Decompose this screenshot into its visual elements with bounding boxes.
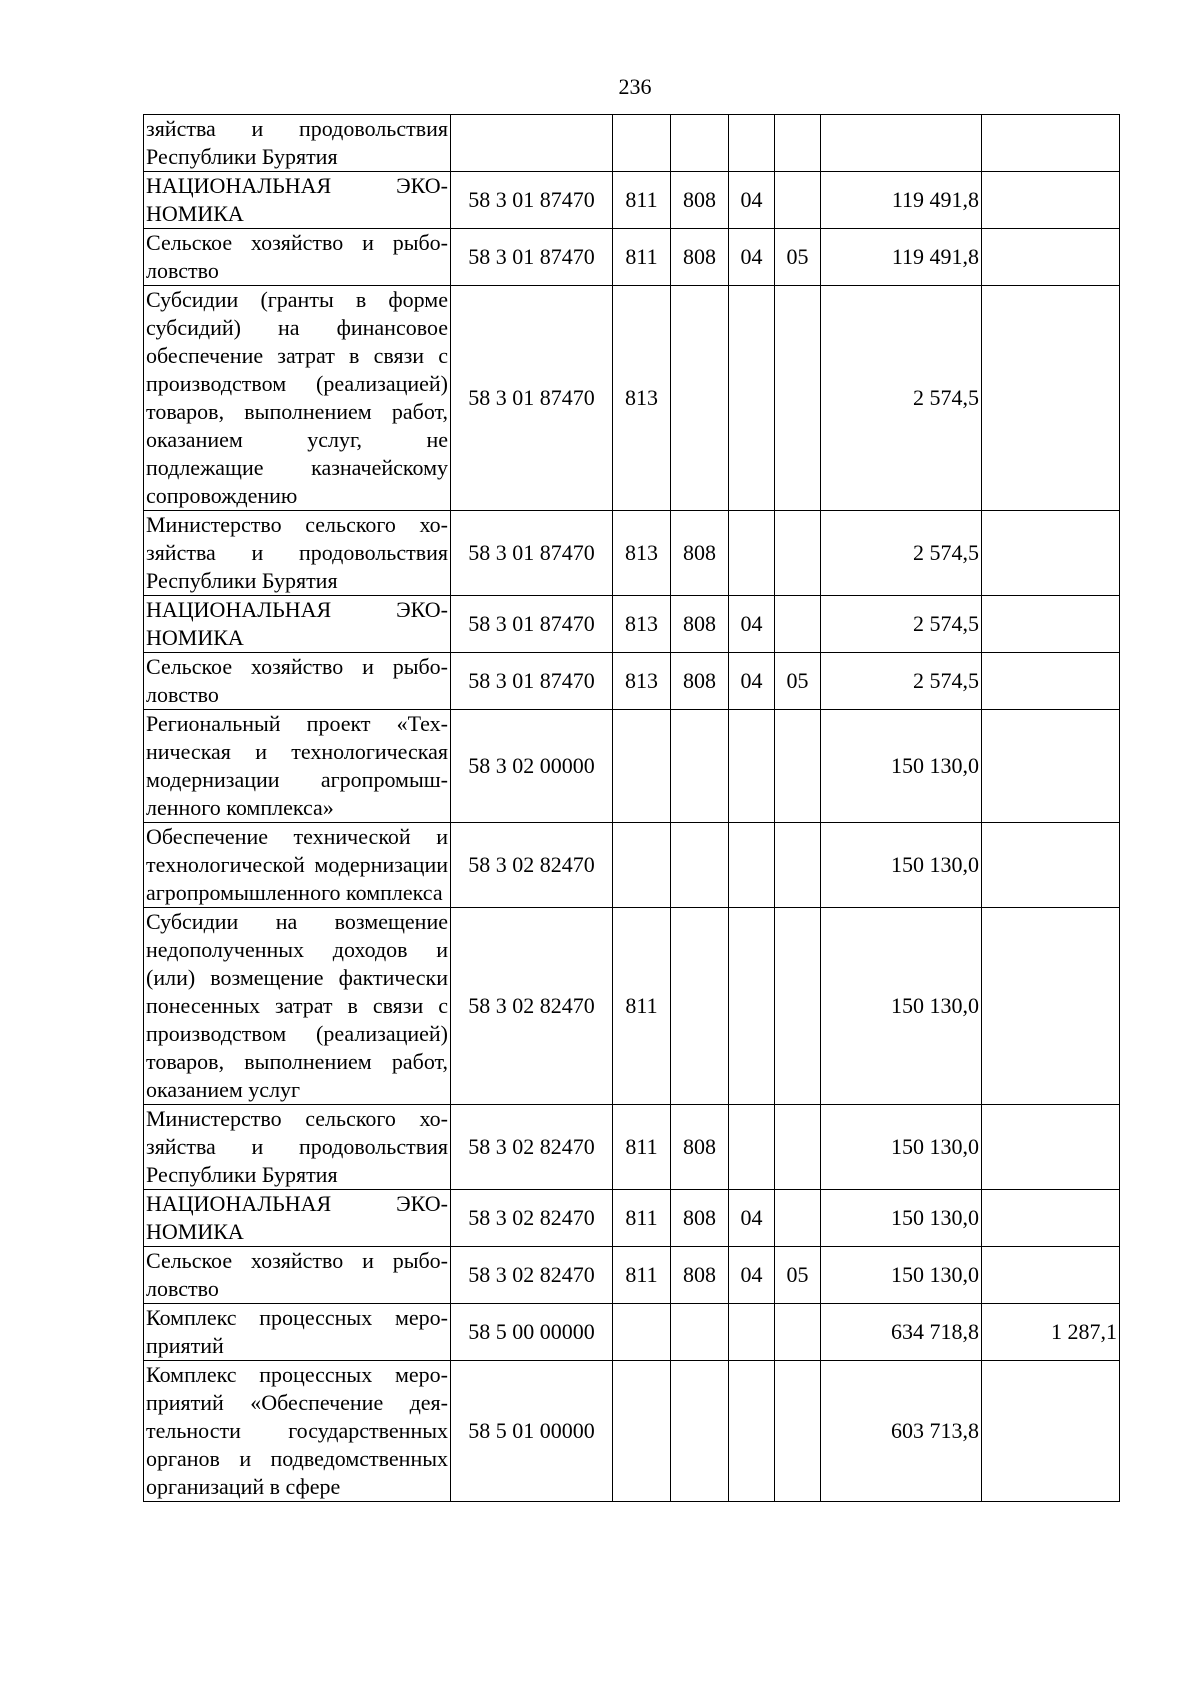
code-cell-2: 808 xyxy=(671,1247,729,1304)
amount-cell-2 xyxy=(982,823,1120,908)
table-row xyxy=(144,1304,1120,1361)
code-cell-3: 04 xyxy=(729,1247,775,1304)
code-cell-4: 05 xyxy=(775,1247,821,1304)
amount-cell-2 xyxy=(982,710,1120,823)
table-row xyxy=(144,172,1120,229)
item-name-cell: НАЦИОНАЛЬНАЯ ЭКОНОМИКА xyxy=(144,172,451,229)
code-cell-4 xyxy=(775,511,821,596)
target-article-code-cell: 58 3 01 87470 xyxy=(451,596,613,653)
amount-cell: 150 130,0 xyxy=(821,823,982,908)
amount-cell-2 xyxy=(982,596,1120,653)
code-cell-3 xyxy=(729,908,775,1105)
table-row xyxy=(144,1361,1120,1502)
code-cell-1: 813 xyxy=(613,511,671,596)
target-article-code-cell: 58 5 01 00000 xyxy=(451,1361,613,1502)
amount-cell: 2 574,5 xyxy=(821,653,982,710)
code-cell-4 xyxy=(775,1105,821,1190)
code-cell-4 xyxy=(775,286,821,511)
target-article-code-cell: 58 3 02 82470 xyxy=(451,908,613,1105)
amount-cell: 2 574,5 xyxy=(821,511,982,596)
amount-cell: 634 718,8 xyxy=(821,1304,982,1361)
amount-cell-2 xyxy=(982,115,1120,172)
code-cell-3: 04 xyxy=(729,172,775,229)
code-cell-3: 04 xyxy=(729,229,775,286)
table-row xyxy=(144,908,1120,1105)
amount-cell-2 xyxy=(982,1247,1120,1304)
page-number: 236 xyxy=(618,74,652,99)
code-cell-1 xyxy=(613,1361,671,1502)
code-cell-3: 04 xyxy=(729,596,775,653)
code-cell-1: 813 xyxy=(613,286,671,511)
code-cell-4 xyxy=(775,1190,821,1247)
code-cell-1: 811 xyxy=(613,1190,671,1247)
item-name-cell: Сельское хозяйство и рыболовство xyxy=(144,653,451,710)
target-article-code-cell: 58 3 01 87470 xyxy=(451,286,613,511)
amount-cell-2 xyxy=(982,229,1120,286)
code-cell-2 xyxy=(671,1304,729,1361)
item-name-cell: зяйства и продовольствия Республики Бурятия xyxy=(144,115,451,172)
amount-cell-2 xyxy=(982,908,1120,1105)
target-article-code-cell: 58 3 02 00000 xyxy=(451,710,613,823)
code-cell-2 xyxy=(671,823,729,908)
code-cell-3: 04 xyxy=(729,1190,775,1247)
code-cell-1: 811 xyxy=(613,908,671,1105)
target-article-code-cell: 58 3 01 87470 xyxy=(451,229,613,286)
code-cell-4 xyxy=(775,710,821,823)
target-article-code-cell: 58 5 00 00000 xyxy=(451,1304,613,1361)
code-cell-4 xyxy=(775,1304,821,1361)
code-cell-3 xyxy=(729,1361,775,1502)
code-cell-3 xyxy=(729,511,775,596)
table-row xyxy=(144,710,1120,823)
code-cell-3 xyxy=(729,823,775,908)
code-cell-2 xyxy=(671,908,729,1105)
table-row xyxy=(144,823,1120,908)
amount-cell-2 xyxy=(982,1361,1120,1502)
code-cell-2 xyxy=(671,1361,729,1502)
item-name-cell: Комплекс процессных мероприятий «Обеспечение деятельности государственных органов и подведомственных организаций в сфере xyxy=(144,1361,451,1502)
item-name-cell: Сельское хозяйство и рыболовство xyxy=(144,1247,451,1304)
amount-cell: 150 130,0 xyxy=(821,710,982,823)
code-cell-2: 808 xyxy=(671,1105,729,1190)
amount-cell: 150 130,0 xyxy=(821,1247,982,1304)
amount-cell: 150 130,0 xyxy=(821,1190,982,1247)
code-cell-3 xyxy=(729,1105,775,1190)
code-cell-3: 04 xyxy=(729,653,775,710)
code-cell-1 xyxy=(613,823,671,908)
amount-cell: 2 574,5 xyxy=(821,596,982,653)
table-row xyxy=(144,511,1120,596)
amount-cell-2 xyxy=(982,511,1120,596)
table-row xyxy=(144,596,1120,653)
target-article-code-cell xyxy=(451,115,613,172)
amount-cell: 150 130,0 xyxy=(821,908,982,1105)
amount-cell: 150 130,0 xyxy=(821,1105,982,1190)
amount-cell-2 xyxy=(982,1105,1120,1190)
amount-cell-2 xyxy=(982,653,1120,710)
item-name-cell: Сельское хозяйство и рыболовство xyxy=(144,229,451,286)
target-article-code-cell: 58 3 01 87470 xyxy=(451,511,613,596)
amount-cell-2 xyxy=(982,286,1120,511)
target-article-code-cell: 58 3 01 87470 xyxy=(451,172,613,229)
table-row xyxy=(144,1190,1120,1247)
amount-cell-2: 1 287,1 xyxy=(982,1304,1120,1361)
code-cell-4 xyxy=(775,823,821,908)
code-cell-3 xyxy=(729,710,775,823)
amount-cell-2 xyxy=(982,172,1120,229)
amount-cell: 119 491,8 xyxy=(821,172,982,229)
target-article-code-cell: 58 3 02 82470 xyxy=(451,823,613,908)
amount-cell xyxy=(821,115,982,172)
amount-cell-2 xyxy=(982,1190,1120,1247)
code-cell-4: 05 xyxy=(775,229,821,286)
item-name-cell: Министерство сельского хозяйства и продовольствия Республики Бурятия xyxy=(144,511,451,596)
code-cell-1: 811 xyxy=(613,229,671,286)
amount-cell: 2 574,5 xyxy=(821,286,982,511)
code-cell-1 xyxy=(613,710,671,823)
item-name-cell: Комплекс процессных мероприятий xyxy=(144,1304,451,1361)
item-name-cell: НАЦИОНАЛЬНАЯ ЭКОНОМИКА xyxy=(144,1190,451,1247)
code-cell-2: 808 xyxy=(671,511,729,596)
code-cell-4 xyxy=(775,172,821,229)
code-cell-4 xyxy=(775,908,821,1105)
code-cell-2 xyxy=(671,115,729,172)
code-cell-2: 808 xyxy=(671,653,729,710)
table-row xyxy=(144,286,1120,511)
table-body xyxy=(144,115,1120,1502)
code-cell-2: 808 xyxy=(671,229,729,286)
target-article-code-cell: 58 3 02 82470 xyxy=(451,1190,613,1247)
item-name-cell: НАЦИОНАЛЬНАЯ ЭКОНОМИКА xyxy=(144,596,451,653)
item-name-cell: Субсидии (гранты в форме субсидий) на финансовое обеспечение затрат в связи с производством (реализацией) товаров, выполнением работ, оказанием услуг, не подлежащие казначейскому сопровождению xyxy=(144,286,451,511)
code-cell-2 xyxy=(671,286,729,511)
item-name-cell: Региональный проект «Техническая и технологическая модернизации агропромышленного комплекса» xyxy=(144,710,451,823)
code-cell-2 xyxy=(671,710,729,823)
code-cell-2: 808 xyxy=(671,1190,729,1247)
code-cell-1: 811 xyxy=(613,172,671,229)
code-cell-4 xyxy=(775,1361,821,1502)
code-cell-1: 811 xyxy=(613,1247,671,1304)
code-cell-4: 05 xyxy=(775,653,821,710)
item-name-cell: Субсидии на возмещение недополученных доходов и (или) возмещение фактически понесенных затрат в связи с производством (реализацией) товаров, выполнением работ, оказанием услуг xyxy=(144,908,451,1105)
budget-table xyxy=(143,114,1120,1502)
code-cell-2: 808 xyxy=(671,172,729,229)
code-cell-4 xyxy=(775,115,821,172)
code-cell-3 xyxy=(729,1304,775,1361)
item-name-cell: Обеспечение технической и технологической модернизации агропромышленного комплекса xyxy=(144,823,451,908)
table-row xyxy=(144,229,1120,286)
amount-cell: 119 491,8 xyxy=(821,229,982,286)
code-cell-3 xyxy=(729,115,775,172)
code-cell-1 xyxy=(613,115,671,172)
code-cell-2: 808 xyxy=(671,596,729,653)
target-article-code-cell: 58 3 01 87470 xyxy=(451,653,613,710)
amount-cell: 603 713,8 xyxy=(821,1361,982,1502)
code-cell-3 xyxy=(729,286,775,511)
table-row xyxy=(144,1105,1120,1190)
code-cell-4 xyxy=(775,596,821,653)
code-cell-1: 813 xyxy=(613,653,671,710)
code-cell-1: 811 xyxy=(613,1105,671,1190)
code-cell-1: 813 xyxy=(613,596,671,653)
table-row xyxy=(144,115,1120,172)
item-name-cell: Министерство сельского хозяйства и продовольствия Республики Бурятия xyxy=(144,1105,451,1190)
target-article-code-cell: 58 3 02 82470 xyxy=(451,1105,613,1190)
code-cell-1 xyxy=(613,1304,671,1361)
target-article-code-cell: 58 3 02 82470 xyxy=(451,1247,613,1304)
table-row xyxy=(144,1247,1120,1304)
table-row xyxy=(144,653,1120,710)
